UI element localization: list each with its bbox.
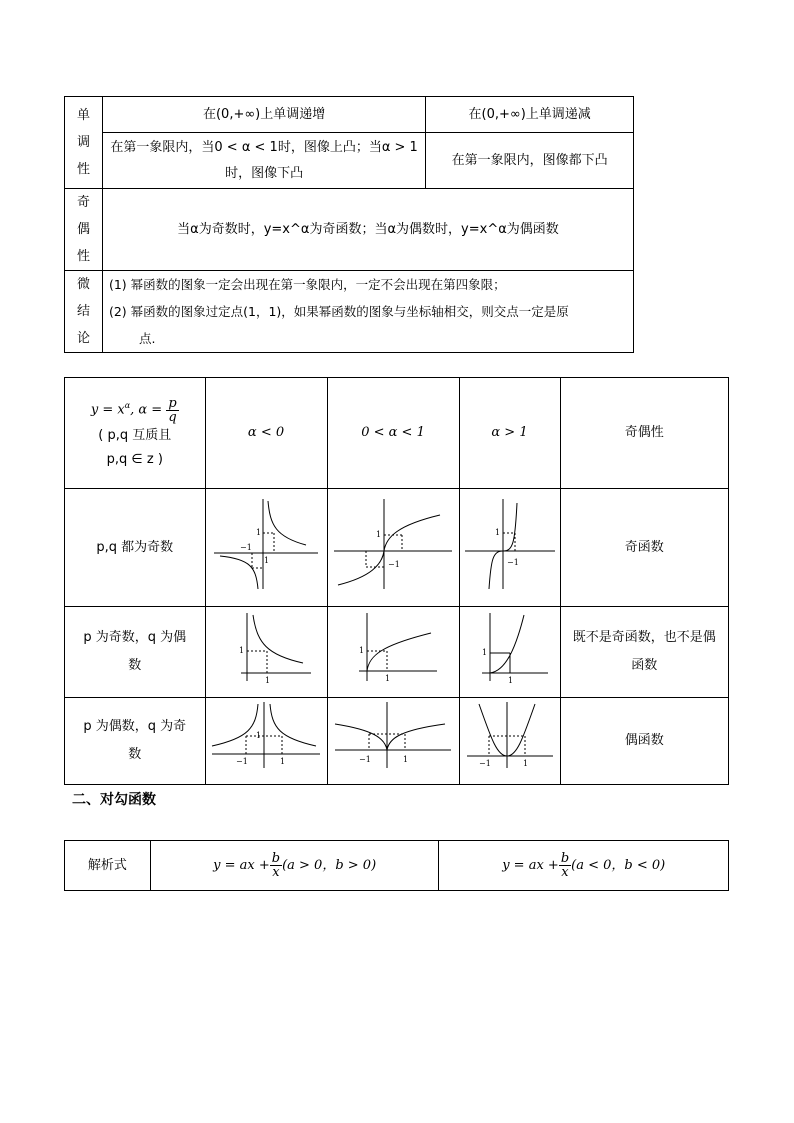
alpha-gt-one-header: α > 1 — [459, 378, 560, 489]
parity-header: 奇偶性 — [560, 378, 729, 489]
alpha-negative-header: α < 0 — [205, 378, 327, 489]
svg-text:1: 1 — [522, 759, 528, 768]
alpha-between-header: 0 < α < 1 — [327, 378, 459, 489]
formula-header: $y = x^\alpha$, α = $\frac{p}{q}$ ( p,q 互质且 p,q ∈ z ) — [65, 378, 206, 489]
svg-text:−1: −1 — [478, 759, 491, 768]
svg-text:1: 1 — [481, 648, 487, 657]
graph-odd-odd-mid — [327, 489, 459, 607]
graph-even-odd-neg — [205, 698, 327, 785]
row-even-odd-parity: 偶函数 — [560, 698, 729, 785]
conclusions-label: 微 结 论 — [65, 271, 103, 353]
row-odd-odd-label: p,q 都为奇数 — [65, 489, 206, 607]
row-even-odd-label: p 为偶数，q 为奇 数 — [65, 698, 206, 785]
row-odd-even-label: p 为奇数，q 为偶 数 — [65, 607, 206, 698]
power-function-properties-table — [64, 96, 634, 353]
tick-formula-positive: y = ax + $\frac{b}{x}$ (a > 0，b > 0) — [150, 841, 439, 891]
decreasing-header: 在(0,+∞)上单调递减 — [426, 97, 634, 133]
row-odd-even-parity: 既不是奇函数，也不是偶 函数 — [560, 607, 729, 698]
svg-text:1: 1 — [385, 674, 391, 683]
formula-label: 解析式 — [65, 841, 151, 891]
graph-odd-even-neg — [205, 607, 327, 698]
graph-odd-odd-neg — [205, 489, 327, 607]
increasing-header: 在(0,+∞)上单调递增 — [102, 97, 425, 133]
graph-odd-odd-gt1 — [459, 489, 560, 607]
graph-even-odd-mid — [327, 698, 459, 785]
svg-text:1: 1 — [507, 676, 513, 685]
svg-text:1: 1 — [264, 555, 270, 565]
svg-text:−1: −1 — [240, 542, 252, 552]
svg-text:−1: −1 — [236, 757, 248, 766]
power-function-graphs-table — [64, 377, 729, 785]
svg-text:1: 1 — [256, 731, 262, 740]
section-heading: 二、对勾函数 — [72, 792, 156, 808]
svg-text:1: 1 — [376, 529, 382, 539]
svg-text:−1: −1 — [359, 755, 371, 764]
svg-text:−1: −1 — [388, 559, 400, 569]
decreasing-description: 在第一象限内，图像都下凸 — [426, 133, 634, 189]
monotonicity-label: 单 调 性 — [65, 97, 103, 189]
increasing-description: 在第一象限内，当0 < α < 1时，图像上凸；当α > 1 时，图像下凸 — [102, 133, 425, 189]
graph-odd-even-mid — [327, 607, 459, 698]
svg-text:1: 1 — [494, 527, 500, 537]
svg-text:1: 1 — [256, 527, 262, 537]
parity-label: 奇 偶 性 — [65, 189, 103, 271]
graph-even-odd-gt1 — [459, 698, 560, 785]
graph-odd-even-gt1 — [459, 607, 560, 698]
tick-function-table — [64, 840, 729, 891]
svg-text:1: 1 — [265, 676, 271, 685]
row-odd-odd-parity: 奇函数 — [560, 489, 729, 607]
svg-text:1: 1 — [239, 646, 245, 655]
parity-description: 当α为奇数时，y=x^α为奇函数；当α为偶数时，y=x^α为偶函数 — [102, 189, 633, 271]
conclusions-text: (1) 幂函数的图象一定会出现在第一象限内，一定不会出现在第四象限； (2) 幂函数的图象过定点(1，1)，如果幂函数的图象与坐标轴相交，则交点一定是原 点. — [102, 271, 633, 353]
svg-text:1: 1 — [280, 757, 286, 766]
svg-text:1: 1 — [403, 755, 409, 764]
svg-text:1: 1 — [359, 646, 365, 655]
tick-formula-negative: y = ax + $\frac{b}{x}$ (a < 0，b < 0) — [439, 841, 729, 891]
svg-text:−1: −1 — [506, 557, 519, 567]
